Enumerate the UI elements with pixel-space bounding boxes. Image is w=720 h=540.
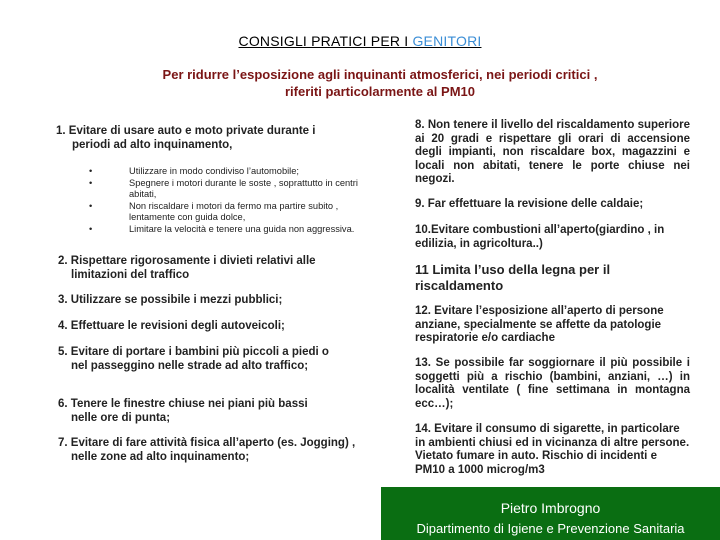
advice-item-8: 8. Non tenere il livello del riscaldamento superiore ai 20 gradi e rispettare gli orari di accensione degli impianti, non riscaldare box, magazzini e locali non abitati, tenere le porte chiuse nei negozi.	[415, 119, 690, 185]
advice-item-1	[56, 125, 356, 152]
bullet-text: Limitare la velocità e tenere una guida non aggressiva.	[129, 223, 355, 234]
page-subtitle	[120, 66, 640, 100]
advice-item-3: 3. Utilizzare se possibile i mezzi pubblici;	[58, 294, 283, 306]
advice-item-9: 9. Far effettuare la revisione delle caldaie;	[415, 198, 644, 210]
page-title	[0, 33, 720, 49]
author-department: Dipartimento di Igiene e Prevenzione Sanitaria	[416, 521, 685, 536]
bullet-text: Non riscaldare i motori da fermo ma partire subito , lentamente con guida dolce,	[129, 200, 339, 222]
bullet-text: Spegnere i motori durante le soste , soprattutto in centri abitati,	[129, 177, 358, 199]
advice-item-5: 5. Evitare di portare i bambini più piccoli a piedi o nel passeggino nelle strade ad alto traffico;	[58, 346, 329, 372]
subtitle-line-2: riferiti particolarmente al PM10	[284, 84, 475, 99]
bullet-item	[89, 166, 379, 178]
advice-item-1-bullets	[89, 166, 379, 235]
title-accent: GENITORI	[412, 33, 482, 49]
bullet-item	[89, 201, 379, 224]
advice-item-4: 4. Effettuare le revisioni degli autoveicoli;	[58, 320, 285, 332]
author-footer	[381, 487, 720, 540]
bullet-item	[89, 224, 379, 236]
advice-item-1-line-1: 1. Evitare di usare auto e moto private durante i	[56, 125, 316, 137]
advice-item-11: 11 Limita l’uso della legna per il riscaldamento	[415, 262, 611, 293]
advice-item-2: 2. Rispettare rigorosamente i divieti relativi alle limitazioni del traffico	[58, 255, 316, 281]
author-name: Pietro Imbrogno	[500, 500, 601, 516]
title-main: CONSIGLI PRATICI PER I	[238, 33, 413, 49]
bullet-dot: •	[89, 200, 93, 211]
advice-item-7: 7. Evitare di fare attività fisica all’aperto (es. Jogging) , nelle zone ad alto inquinamento;	[58, 437, 356, 463]
advice-item-13: 13. Se possibile far soggiornare il più possibile i soggetti più a rischio (bambini, anziani, …) in località ventilate ( fine settimana in montagna ecc…);	[415, 357, 690, 410]
advice-item-6: 6. Tenere le finestre chiuse nei piani più bassi nelle ore di punta;	[58, 398, 308, 424]
advice-item-12: 12. Evitare l’esposizione all’aperto di persone anziane, specialmente se affette da patologie respiratorie e/o cardiache	[415, 305, 664, 344]
bullet-dot: •	[89, 223, 93, 234]
bullet-text: Utilizzare in modo condiviso l’automobile;	[129, 166, 300, 176]
advice-item-14: 14. Evitare il consumo di sigarette, in particolare in ambienti chiusi ed in vicinanza di altre persone. Vietato fumare in auto. Rischio di incidenti e PM10 a 1000 microg/m3	[415, 423, 690, 476]
bullet-dot: •	[89, 166, 93, 176]
subtitle-line-1: Per ridurre l’esposizione agli inquinanti atmosferici, nei periodi critici ,	[162, 67, 598, 82]
advice-item-1-line-2: periodi ad alto inquinamento,	[72, 138, 233, 151]
bullet-dot: •	[89, 177, 93, 188]
advice-item-10: 10.Evitare combustioni all’aperto(giardino , in edilizia, in agricoltura..)	[415, 224, 665, 250]
bullet-item	[89, 178, 379, 201]
